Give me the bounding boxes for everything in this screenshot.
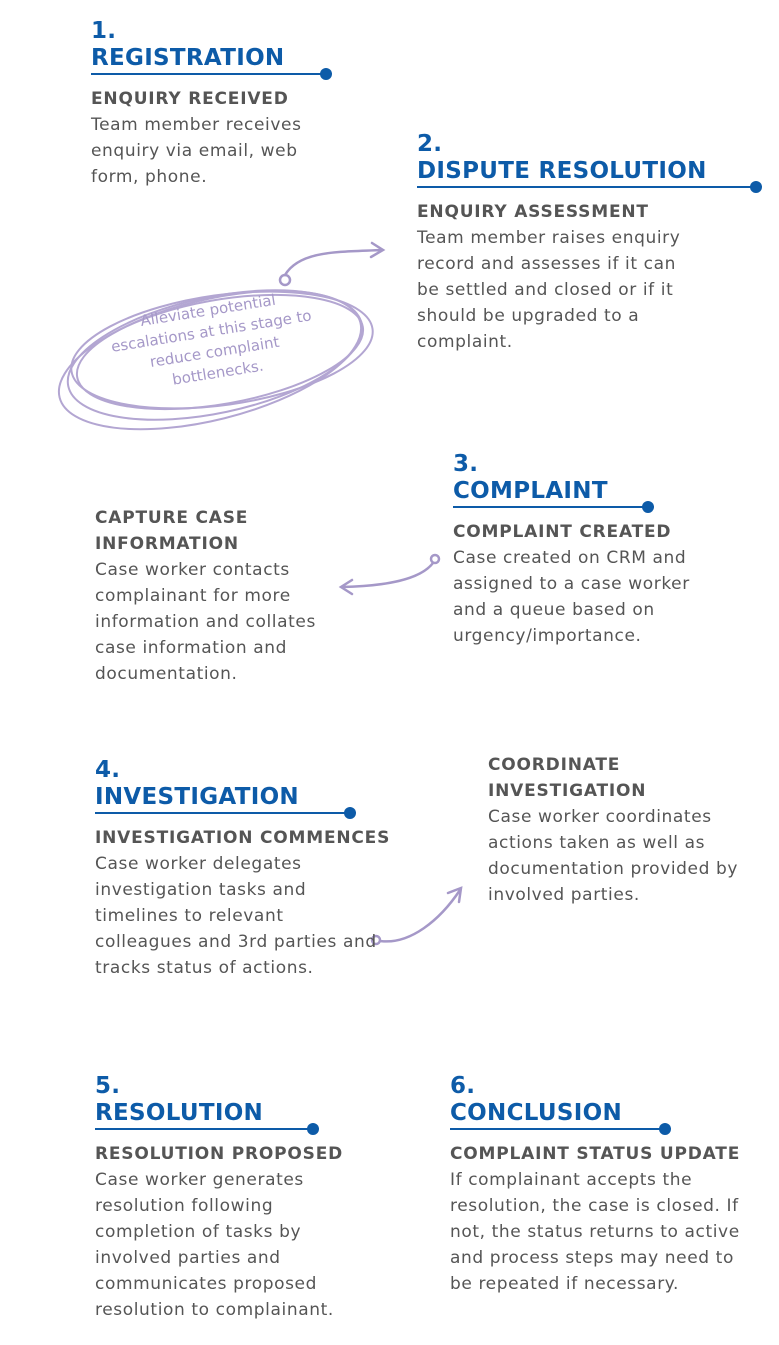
step-title: DISPUTE RESOLUTION: [417, 158, 707, 184]
title-underline: [95, 812, 349, 814]
step-number: 2.: [417, 131, 443, 157]
step-title-row: [95, 784, 299, 811]
title-dot: [659, 1123, 671, 1135]
step-title: RESOLUTION: [95, 1100, 264, 1126]
substep-coordinate: [488, 752, 748, 908]
substep-capture-case: [95, 505, 353, 687]
step-number: 1.: [91, 18, 117, 44]
annotation-note: Alleviate potential escalations at this stage to reduce complaint bottlenecks.: [109, 290, 313, 389]
step-number: 5.: [95, 1073, 121, 1099]
title-dot: [642, 501, 654, 513]
arrow-to-capture-case: [341, 555, 439, 594]
step-title-row: [417, 158, 707, 185]
title-underline: [453, 506, 647, 508]
step-title: INVESTIGATION: [95, 784, 299, 810]
step-body: Case worker generates resolution following completion of tasks by involved parties and communicates proposed resolution to complainant.: [95, 1170, 334, 1320]
step-body: Case created on CRM and assigned to a case worker and a queue based on urgency/importance.: [453, 548, 690, 646]
substep-body: Case worker coordinates actions taken as well as documentation provided by involved parties.: [488, 807, 739, 905]
step-number: 6.: [450, 1073, 476, 1099]
step-number: 4.: [95, 757, 121, 783]
title-underline: [417, 186, 755, 188]
title-dot: [320, 68, 332, 80]
step-subtitle: INVESTIGATION COMMENCES: [95, 828, 391, 848]
step-title-row: [453, 478, 608, 505]
step-title: COMPLAINT: [453, 478, 608, 504]
substep-subtitle: CAPTURE CASE INFORMATION: [95, 508, 249, 554]
step-number: 3.: [453, 451, 479, 477]
title-underline: [450, 1128, 664, 1130]
step-title-row: [450, 1100, 622, 1127]
step-complaint: [453, 451, 723, 649]
title-underline: [91, 73, 325, 75]
substep-subtitle: COORDINATE INVESTIGATION: [488, 755, 647, 801]
step-registration: [91, 18, 341, 190]
step-body: Team member receives enquiry via email, web form, phone.: [91, 115, 302, 187]
step-title-row: [91, 45, 285, 72]
title-dot: [344, 807, 356, 819]
title-underline: [95, 1128, 315, 1130]
step-body: Team member raises enquiry record and assesses if it can be settled and closed or if it should be upgraded to a complaint.: [417, 228, 681, 352]
step-title-row: [95, 1100, 263, 1127]
step-subtitle: ENQUIRY ASSESSMENT: [417, 202, 649, 222]
step-body: Case worker delegates investigation tasks and timelines to relevant colleagues and 3rd parties and tracks status of actions.: [95, 854, 377, 978]
title-dot: [307, 1123, 319, 1135]
substep-body: Case worker contacts complainant for more information and collates case information and documentation.: [95, 560, 316, 684]
title-dot: [750, 181, 762, 193]
step-subtitle: RESOLUTION PROPOSED: [95, 1144, 344, 1164]
step-conclusion: [450, 1073, 750, 1297]
step-investigation: [95, 757, 395, 981]
arrow-to-dispute-resolution: [280, 243, 383, 285]
step-title: CONCLUSION: [450, 1100, 622, 1126]
step-title: REGISTRATION: [91, 45, 285, 71]
step-dispute-resolution: [417, 131, 707, 355]
step-subtitle: COMPLAINT STATUS UPDATE: [450, 1144, 741, 1164]
step-body: If complainant accepts the resolution, the case is closed. If not, the status returns to active and process steps may need to be repeated if necessary.: [450, 1170, 740, 1294]
step-subtitle: COMPLAINT CREATED: [453, 522, 672, 542]
step-subtitle: ENQUIRY RECEIVED: [91, 89, 289, 109]
step-resolution: [95, 1073, 370, 1323]
